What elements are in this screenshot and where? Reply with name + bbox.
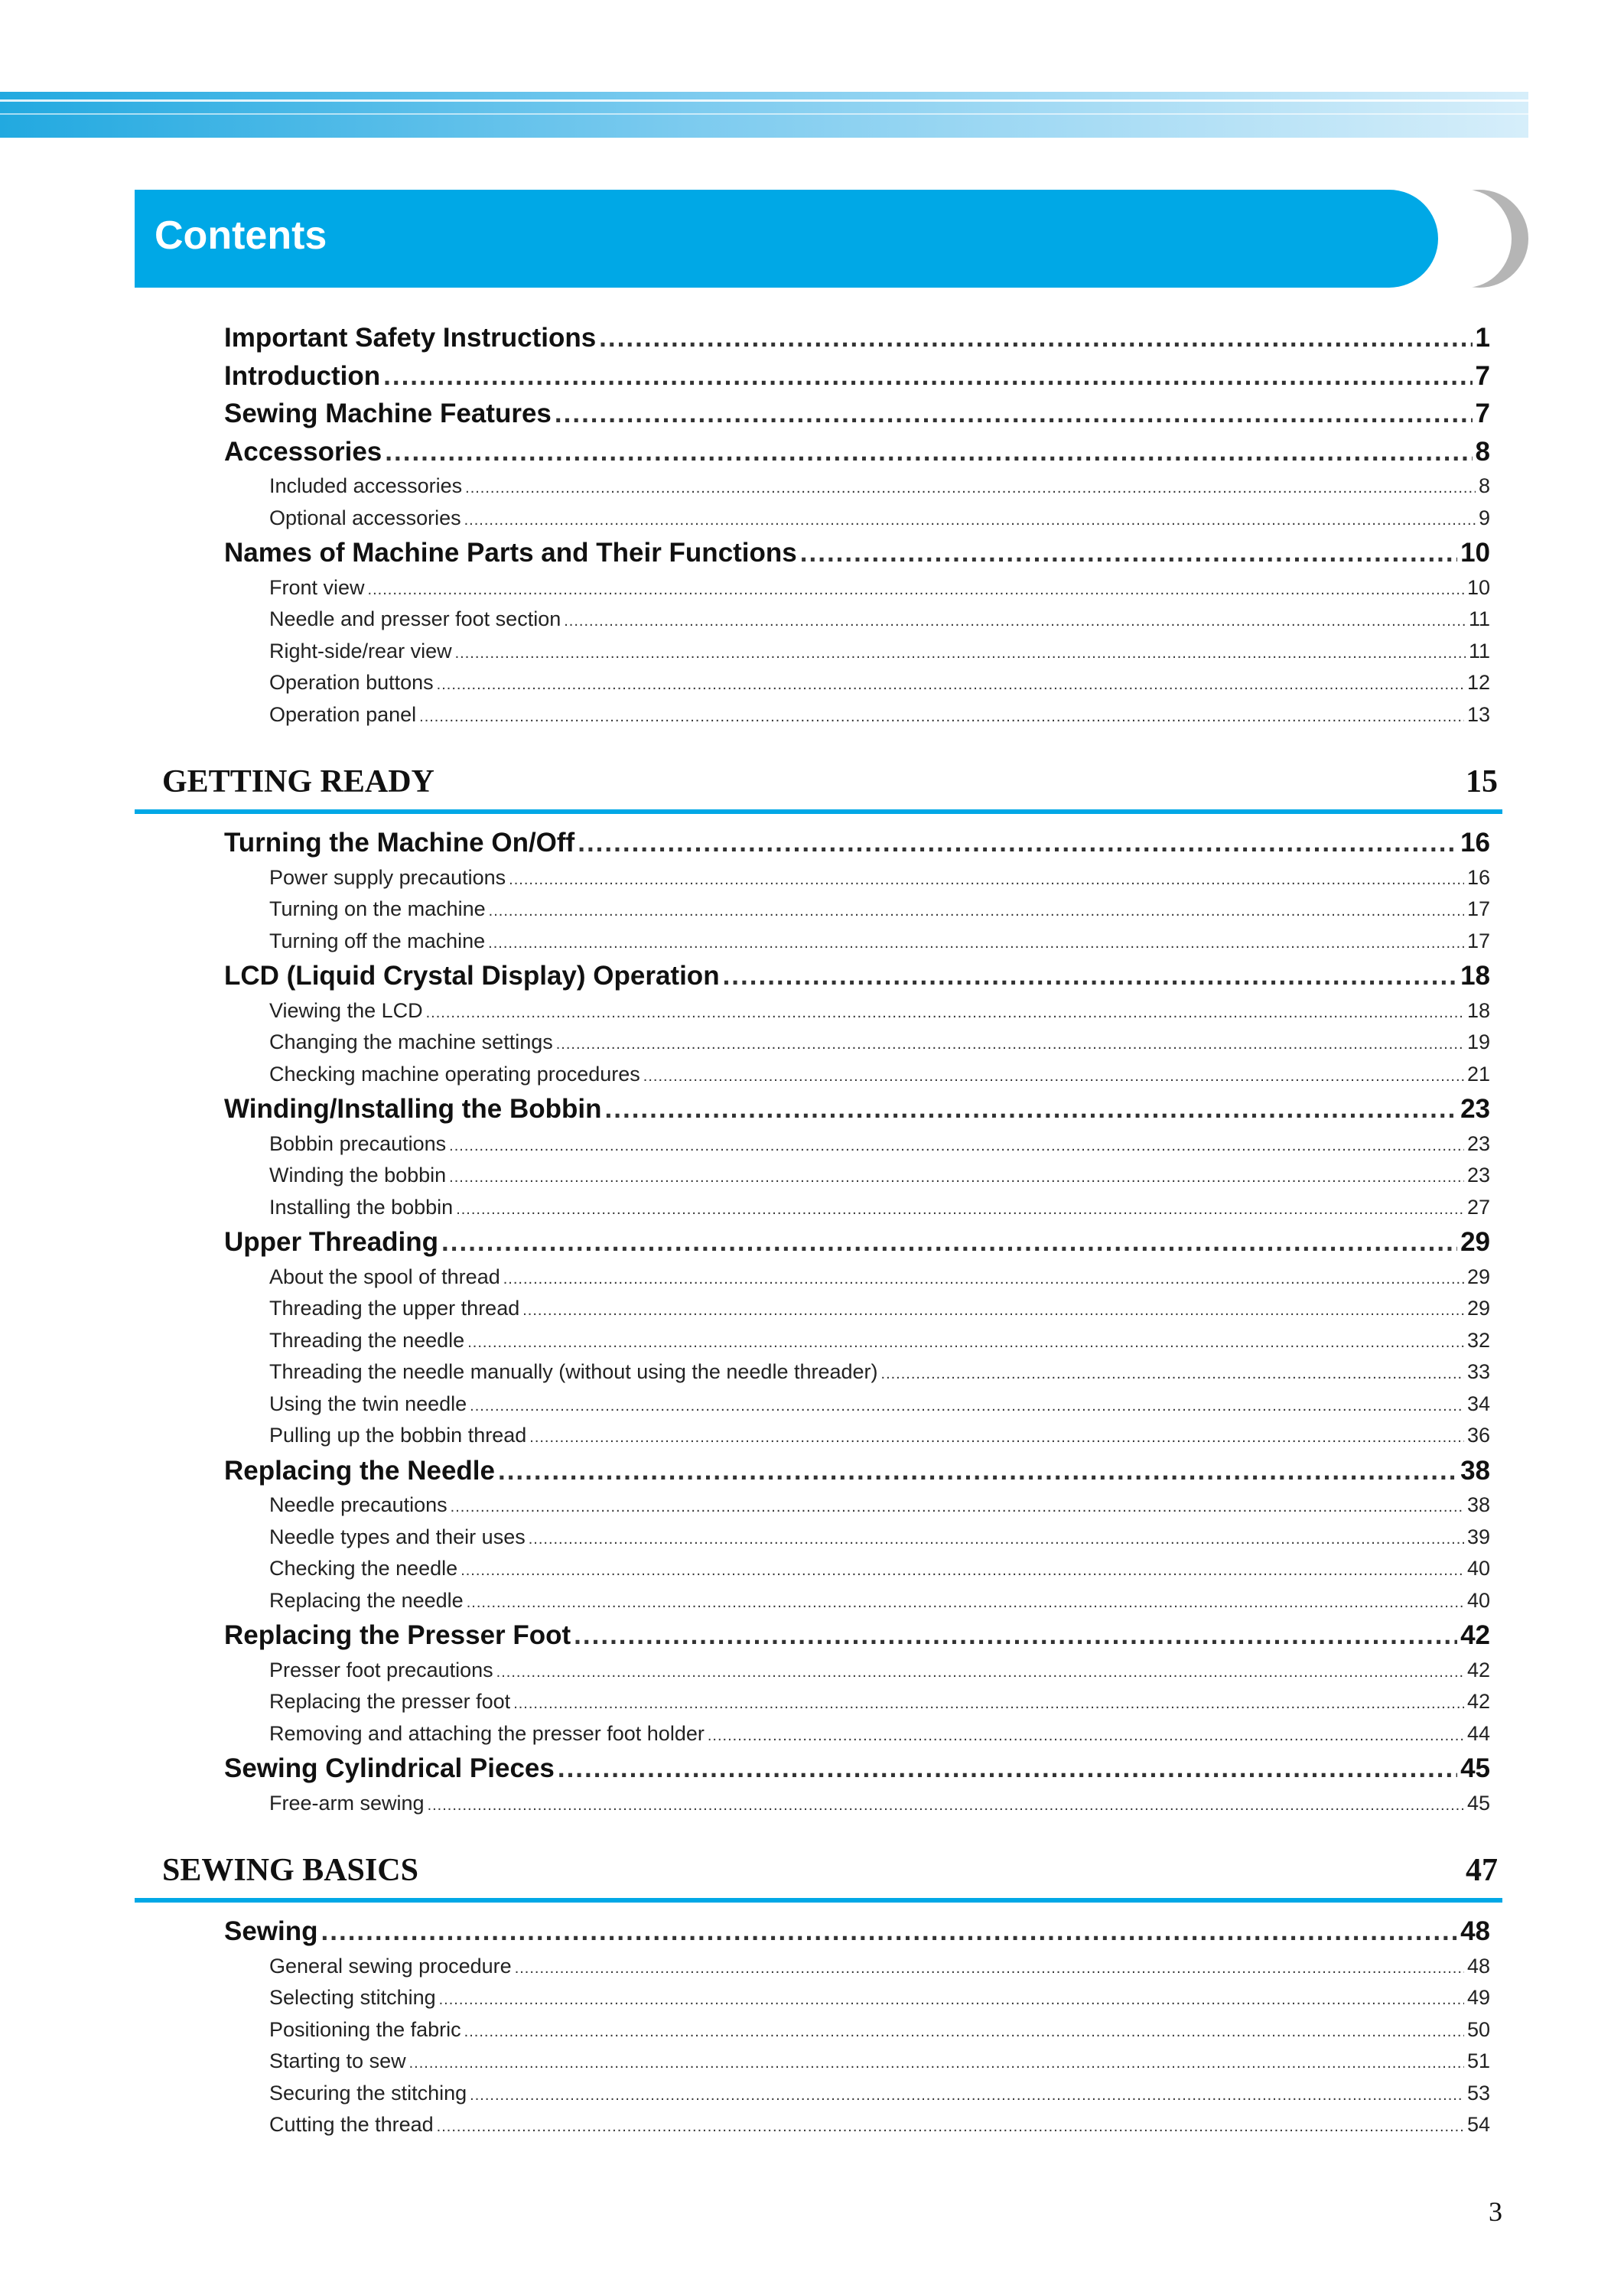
toc-section-title: Names of Machine Parts and Their Functions xyxy=(224,538,797,568)
dot-leader xyxy=(498,1456,1457,1486)
toc-subsection[interactable] xyxy=(269,999,1490,1023)
toc-subsection-title: Operation panel xyxy=(269,702,417,726)
toc-section[interactable] xyxy=(224,1456,1490,1486)
toc-section[interactable] xyxy=(224,1620,1490,1651)
toc-subsection-title: Bobbin precautions xyxy=(269,1131,447,1155)
toc-subsection-page: 49 xyxy=(1466,1986,1490,2009)
toc-subsection[interactable] xyxy=(269,1659,1490,1682)
toc-section-title: Replacing the Presser Foot xyxy=(224,1620,571,1650)
dot-leader xyxy=(455,645,1466,662)
toc-subsection[interactable] xyxy=(269,1265,1490,1289)
toc-subsection-title: Replacing the needle xyxy=(269,1588,464,1612)
toc-section[interactable] xyxy=(224,1916,1490,1947)
dot-leader xyxy=(489,903,1464,920)
dot-leader xyxy=(409,2055,1464,2072)
toc-subsection-title: Checking the needle xyxy=(269,1557,458,1580)
toc-subsection-page: 42 xyxy=(1466,1658,1490,1681)
toc-subsection-page: 8 xyxy=(1478,474,1490,497)
toc-subsection-title: Installing the bobbin xyxy=(269,1195,454,1219)
toc-subsection[interactable] xyxy=(269,640,1490,663)
dot-leader xyxy=(451,1499,1464,1516)
page-title: Contents xyxy=(155,213,327,258)
chapter-heading[interactable] xyxy=(135,1851,1502,1903)
toc-subsection-title: Turning off the machine xyxy=(269,929,486,952)
toc-subsection[interactable] xyxy=(269,1525,1490,1549)
toc-subsection-page: 10 xyxy=(1466,575,1490,599)
dot-leader xyxy=(509,871,1464,889)
toc-subsection-page: 16 xyxy=(1466,865,1490,889)
toc-subsection-title: Front view xyxy=(269,575,365,599)
toc-subsection-title: Positioning the fabric xyxy=(269,2017,461,2041)
toc-section[interactable] xyxy=(224,961,1490,991)
toc-subsection-title: Presser foot precautions xyxy=(269,1658,493,1681)
toc-subsection[interactable] xyxy=(269,1722,1490,1746)
toc-subsection[interactable] xyxy=(269,1392,1490,1416)
dot-leader xyxy=(800,538,1457,568)
dot-leader xyxy=(383,361,1472,392)
toc-subsection-page: 12 xyxy=(1466,671,1490,694)
toc-section-page: 7 xyxy=(1475,399,1490,428)
dot-leader xyxy=(470,1398,1464,1415)
toc-subsection[interactable] xyxy=(269,897,1490,921)
header-band xyxy=(0,92,1528,138)
toc-subsection-title: Removing and attaching the presser foot holder xyxy=(269,1721,705,1745)
dot-leader xyxy=(574,1620,1457,1651)
toc-subsection-page: 39 xyxy=(1466,1525,1490,1548)
toc-subsection-title: Needle precautions xyxy=(269,1493,447,1516)
toc-subsection[interactable] xyxy=(269,607,1490,631)
toc-section-page: 10 xyxy=(1460,538,1490,568)
dot-leader xyxy=(529,1429,1464,1447)
toc-subsection-page: 29 xyxy=(1466,1265,1490,1288)
dot-leader xyxy=(488,935,1464,952)
toc-subsection[interactable] xyxy=(269,576,1490,600)
toc-section-title: Turning the Machine On/Off xyxy=(224,828,575,858)
chapter-heading[interactable] xyxy=(135,762,1502,814)
toc-subsection[interactable] xyxy=(269,1424,1490,1447)
dot-leader xyxy=(441,1227,1457,1258)
toc-subsection[interactable] xyxy=(269,2113,1490,2137)
toc-subsection-title: Right-side/rear view xyxy=(269,639,452,662)
toc-subsection[interactable] xyxy=(269,506,1490,530)
dot-leader xyxy=(513,1695,1464,1713)
dot-leader xyxy=(464,512,1476,529)
dot-leader xyxy=(461,1562,1464,1580)
dot-leader xyxy=(385,437,1472,467)
toc-subsection-title: General sewing procedure xyxy=(269,1954,512,1978)
toc-subsection-page: 51 xyxy=(1466,2049,1490,2072)
toc-subsection-page: 18 xyxy=(1466,998,1490,1022)
toc-subsection[interactable] xyxy=(269,1557,1490,1580)
dot-leader xyxy=(465,480,1476,497)
toc-subsection-page: 19 xyxy=(1466,1030,1490,1053)
toc-section-title: Winding/Installing the Bobbin xyxy=(224,1094,602,1124)
dot-leader xyxy=(522,1302,1464,1320)
toc-subsection[interactable] xyxy=(269,1986,1490,2010)
toc-section-title: Replacing the Needle xyxy=(224,1455,495,1486)
toc-section-page: 16 xyxy=(1460,828,1490,858)
toc-subsection-page: 21 xyxy=(1466,1062,1490,1086)
toc-section[interactable] xyxy=(224,1753,1490,1784)
toc-subsection-page: 17 xyxy=(1466,897,1490,920)
dot-leader xyxy=(467,1594,1464,1612)
dot-leader xyxy=(419,708,1464,726)
chapter-page: 47 xyxy=(1466,1853,1498,1888)
toc-subsection-title: Free-arm sewing xyxy=(269,1791,425,1815)
toc-subsection-page: 33 xyxy=(1466,1360,1490,1383)
toc-subsection-title: Threading the needle manually (without using the needle threader) xyxy=(269,1360,878,1383)
toc-subsection-page: 44 xyxy=(1466,1721,1490,1745)
contents-title-bar xyxy=(135,190,1438,288)
dot-leader xyxy=(558,1753,1457,1784)
toc-subsection-title: Winding the bobbin xyxy=(269,1164,447,1187)
dot-leader xyxy=(467,1334,1464,1352)
chapter-title: SEWING BASICS xyxy=(162,1853,418,1888)
toc-subsection-page: 23 xyxy=(1466,1164,1490,1187)
dot-leader xyxy=(321,1916,1458,1947)
toc-subsection-title: Threading the needle xyxy=(269,1328,465,1352)
dot-leader xyxy=(578,828,1457,858)
toc-section[interactable] xyxy=(224,323,1490,353)
toc-subsection-page: 32 xyxy=(1466,1328,1490,1352)
toc-subsection-page: 50 xyxy=(1466,2017,1490,2041)
toc-subsection-page: 9 xyxy=(1478,506,1490,529)
toc-subsection-page: 42 xyxy=(1466,1690,1490,1713)
toc-section-page: 42 xyxy=(1460,1620,1490,1650)
toc-section-page: 29 xyxy=(1460,1227,1490,1257)
toc-subsection-title: Threading the upper thread xyxy=(269,1297,520,1320)
toc-subsection-title: Using the twin needle xyxy=(269,1392,467,1415)
toc-subsection-title: Securing the stitching xyxy=(269,2081,467,2105)
header-band-stripe xyxy=(0,99,1528,102)
toc-subsection-page: 36 xyxy=(1466,1424,1490,1447)
toc-subsection-title: Turning on the machine xyxy=(269,897,486,920)
toc-subsection-title: Viewing the LCD xyxy=(269,998,423,1022)
toc-section-title: LCD (Liquid Crystal Display) Operation xyxy=(224,961,720,991)
dot-leader xyxy=(564,613,1466,630)
toc-subsection-title: Starting to sew xyxy=(269,2049,406,2072)
dot-leader xyxy=(470,2087,1464,2105)
dot-leader xyxy=(643,1068,1464,1086)
toc-subsection-page: 13 xyxy=(1466,702,1490,726)
dot-leader xyxy=(449,1138,1464,1155)
toc-section-page: 48 xyxy=(1460,1916,1490,1946)
toc-subsection[interactable] xyxy=(269,1360,1490,1384)
toc-section[interactable] xyxy=(224,828,1490,858)
toc-subsection-page: 23 xyxy=(1466,1131,1490,1155)
toc-subsection-title: Included accessories xyxy=(269,474,463,497)
toc-subsection[interactable] xyxy=(269,2049,1490,2073)
dot-leader xyxy=(515,1960,1464,1978)
dot-leader xyxy=(426,1004,1464,1022)
dot-leader xyxy=(428,1797,1464,1815)
toc-subsection-title: Pulling up the bobbin thread xyxy=(269,1424,527,1447)
toc-subsection-page: 29 xyxy=(1466,1297,1490,1320)
toc-section-page: 23 xyxy=(1460,1094,1490,1124)
toc-section[interactable] xyxy=(224,1094,1490,1125)
toc-subsection[interactable] xyxy=(269,1955,1490,1978)
toc-subsection[interactable] xyxy=(269,703,1490,727)
dot-leader xyxy=(529,1531,1464,1548)
toc-section[interactable] xyxy=(224,1227,1490,1258)
dot-leader xyxy=(599,323,1472,353)
page-number: 3 xyxy=(1489,2196,1502,2227)
chapter-title: GETTING READY xyxy=(162,764,434,799)
toc-subsection-page: 34 xyxy=(1466,1392,1490,1415)
toc-subsection-title: Needle types and their uses xyxy=(269,1525,526,1548)
toc-subsection-title: Optional accessories xyxy=(269,506,461,529)
dot-leader xyxy=(723,961,1457,991)
toc-subsection-page: 40 xyxy=(1466,1557,1490,1580)
toc-section[interactable] xyxy=(224,399,1490,429)
toc-subsection[interactable] xyxy=(269,1132,1490,1156)
toc-subsection[interactable] xyxy=(269,1690,1490,1714)
dot-leader xyxy=(496,1664,1464,1681)
chapter-page: 15 xyxy=(1466,764,1498,799)
dot-leader xyxy=(456,1201,1464,1219)
toc-section-page: 38 xyxy=(1460,1455,1490,1486)
toc-subsection[interactable] xyxy=(269,1792,1490,1815)
toc-section[interactable] xyxy=(224,538,1490,568)
dot-leader xyxy=(605,1094,1458,1125)
dot-leader xyxy=(368,581,1464,599)
dot-leader xyxy=(556,1036,1464,1053)
toc-section-title: Sewing xyxy=(224,1916,318,1946)
toc-subsection[interactable] xyxy=(269,1164,1490,1187)
toc-subsection-page: 45 xyxy=(1466,1791,1490,1815)
dot-leader xyxy=(881,1366,1464,1383)
toc-subsection-title: Changing the machine settings xyxy=(269,1030,553,1053)
toc-subsection-title: Replacing the presser foot xyxy=(269,1690,511,1713)
toc-subsection-title: Needle and presser foot section xyxy=(269,607,561,630)
toc-section-title: Accessories xyxy=(224,436,382,467)
toc-subsection[interactable] xyxy=(269,929,1490,953)
toc-subsection[interactable] xyxy=(269,1196,1490,1219)
toc-subsection-title: Power supply precautions xyxy=(269,865,506,889)
toc-subsection[interactable] xyxy=(269,671,1490,695)
header-band-stripe xyxy=(0,113,1528,115)
toc-subsection[interactable] xyxy=(269,1297,1490,1320)
toc-section-title: Sewing Machine Features xyxy=(224,399,552,428)
toc-section-page: 45 xyxy=(1460,1753,1490,1783)
dot-leader xyxy=(503,1271,1464,1288)
dot-leader xyxy=(464,2023,1464,2041)
toc-section-title: Important Safety Instructions xyxy=(224,323,597,353)
toc-section-title: Sewing Cylindrical Pieces xyxy=(224,1753,555,1783)
toc-subsection-page: 11 xyxy=(1468,639,1490,662)
toc-subsection-page: 53 xyxy=(1466,2081,1490,2105)
toc-subsection-title: Operation buttons xyxy=(269,671,434,694)
toc-subsection[interactable] xyxy=(269,1329,1490,1353)
toc-section-page: 1 xyxy=(1475,323,1490,353)
toc-subsection-page: 27 xyxy=(1466,1195,1490,1219)
toc-subsection-page: 38 xyxy=(1466,1493,1490,1516)
dot-leader xyxy=(437,676,1464,694)
toc-subsection-page: 17 xyxy=(1466,929,1490,952)
dot-leader xyxy=(708,1727,1464,1745)
dot-leader xyxy=(439,1991,1464,2009)
toc-subsection-title: Cutting the thread xyxy=(269,2113,434,2136)
toc-subsection[interactable] xyxy=(269,1063,1490,1086)
toc-subsection[interactable] xyxy=(269,866,1490,890)
toc-subsection[interactable] xyxy=(269,2082,1490,2105)
toc-subsection-page: 11 xyxy=(1468,607,1490,630)
dot-leader xyxy=(449,1169,1464,1187)
toc-subsection[interactable] xyxy=(269,2018,1490,2042)
toc-subsection-page: 40 xyxy=(1466,1588,1490,1612)
toc-subsection-title: About the spool of thread xyxy=(269,1265,500,1288)
dot-leader xyxy=(437,2118,1464,2136)
toc-section[interactable] xyxy=(224,437,1490,467)
toc-subsection[interactable] xyxy=(269,1030,1490,1054)
toc-section-title: Upper Threading xyxy=(224,1227,439,1257)
toc-section[interactable] xyxy=(224,361,1490,392)
dot-leader xyxy=(555,399,1473,429)
toc-section-title: Introduction xyxy=(224,360,381,391)
toc-subsection[interactable] xyxy=(269,1589,1490,1613)
toc-subsection[interactable] xyxy=(269,474,1490,498)
toc-section-page: 7 xyxy=(1475,360,1490,391)
toc-subsection-title: Selecting stitching xyxy=(269,1986,436,2009)
toc-subsection-page: 48 xyxy=(1466,1954,1490,1978)
toc-subsection[interactable] xyxy=(269,1493,1490,1517)
toc-section-page: 18 xyxy=(1460,961,1490,991)
toc-subsection-title: Checking machine operating procedures xyxy=(269,1062,640,1086)
toc-section-page: 8 xyxy=(1475,436,1490,467)
toc-subsection-page: 54 xyxy=(1466,2113,1490,2136)
